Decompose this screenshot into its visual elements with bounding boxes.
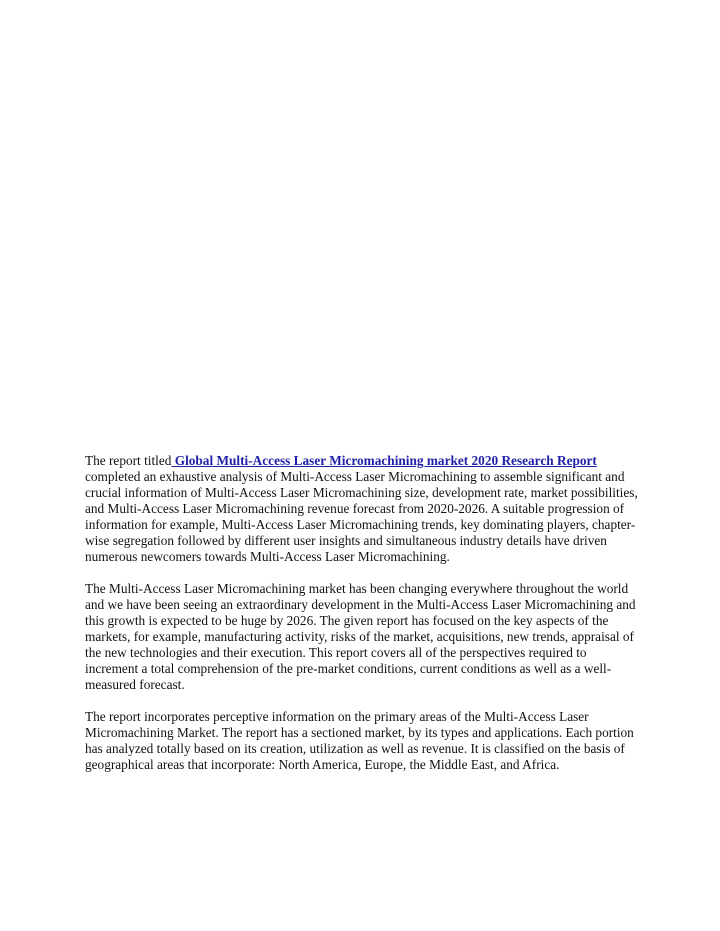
report-title-link[interactable]: Global Multi-Access Laser Micromachining market 2020 Research Report	[171, 453, 597, 468]
intro-body: completed an exhaustive analysis of Multi-Access Laser Micromachining to assemble significant and crucial information of Multi-Access Laser Micromachining size, development rate, market possibilities, and Multi-Access Laser Micromachining revenue forecast from 2020-2026. A suitable progression of information for example, Multi-Access Laser Micromachining trends, key dominating players, chapter-wise segregation followed by different user insights and simultaneous industry details have driven numerous newcomers towards Multi-Access Laser Micromachining.	[85, 469, 638, 564]
intro-prefix: The report titled	[85, 453, 172, 468]
paragraph-segmentation: The report incorporates perceptive information on the primary areas of the Multi-Access Laser Micromachining Market. The report has a sectioned market, by its types and applications. Each portion has analyzed totally based on its creation, utilization as well as revenue. It is classified on the basis of geographical areas that incorporate: North America, Europe, the Middle East, and Africa.	[85, 709, 634, 772]
paragraph-intro	[85, 453, 640, 565]
blank-image-area	[85, 70, 645, 440]
document-body	[85, 453, 640, 789]
paragraph-market-overview: The Multi-Access Laser Micromachining market has been changing everywhere throughout the world and we have been seeing an extraordinary development in the Multi-Access Laser Micromachining and this growth is expected to be huge by 2026. The given report has focused on the key aspects of the markets, for example, manufacturing activity, risks of the market, acquisitions, new trends, appraisal of the new technologies and their execution. This report covers all of the perspectives required to increment a total comprehension of the pre-market conditions, current conditions as well as a well-measured forecast.	[85, 581, 636, 692]
